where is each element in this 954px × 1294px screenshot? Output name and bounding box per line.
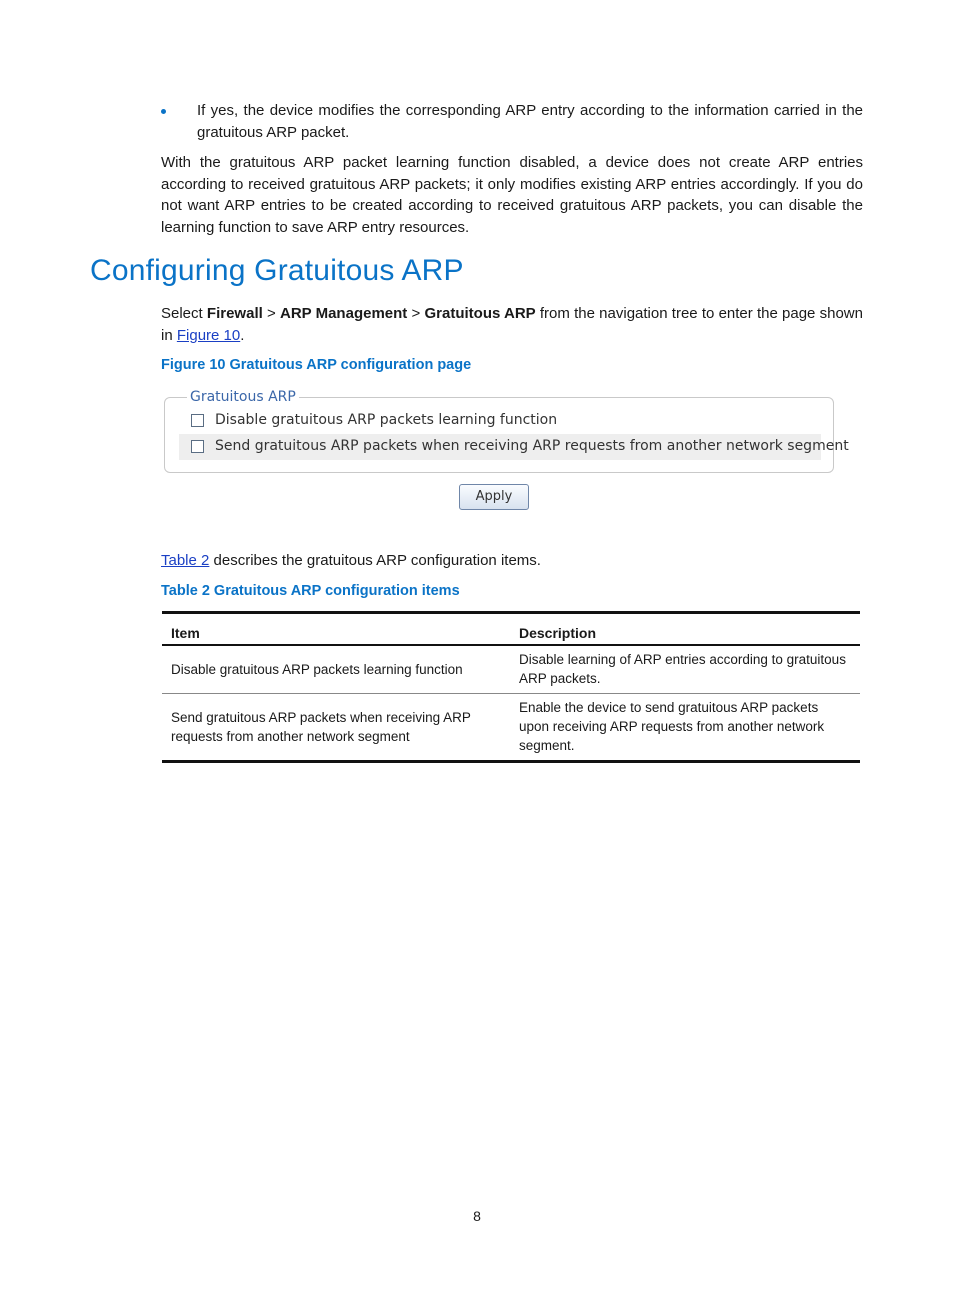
nav-separator: > xyxy=(267,305,276,322)
table-caption: Table 2 Gratuitous ARP configuration items xyxy=(161,583,460,599)
page-number: 8 xyxy=(473,1208,481,1224)
paragraph-table-ref xyxy=(161,550,541,572)
paragraph-navigation xyxy=(161,303,863,346)
select-word: Select xyxy=(161,305,203,322)
option-disable-learning[interactable] xyxy=(179,408,821,434)
table-header-row xyxy=(162,613,860,646)
table-2-link[interactable]: Table 2 xyxy=(161,552,210,569)
disable-learning-label: Disable gratuitous ARP packets learning function xyxy=(215,412,558,428)
apply-button[interactable]: Apply xyxy=(459,484,529,510)
period: . xyxy=(240,326,245,344)
table-cell-item: Send gratuitous ARP packets when receiving ARP requests from another network segment xyxy=(171,709,471,744)
send-gratuitous-checkbox[interactable] xyxy=(191,440,204,453)
nav-arp-management: ARP Management xyxy=(279,305,408,322)
navigation-rest: from the navigation tree to enter the page shown in xyxy=(161,305,863,344)
table-cell-description: Disable learning of ARP entries according to gratuitous ARP packets. xyxy=(519,652,846,687)
table-ref-rest: describes the gratuitous ARP configuration items. xyxy=(213,552,541,569)
figure-caption: Figure 10 Gratuitous ARP configuration page xyxy=(161,357,472,373)
table-cell-item: Disable gratuitous ARP packets learning function xyxy=(171,661,463,677)
fieldset-legend: Gratuitous ARP xyxy=(187,389,299,405)
config-items-table xyxy=(162,611,860,763)
paragraph-learning: With the gratuitous ARP packet learning function disabled, a device does not create ARP entries according to received gratuitous ARP packets; it only modifies existing ARP entries accordingly. If you do not want ARP entries to be created according to received gratuitous ARP packets, you can disable the learning function to save ARP entry resources. xyxy=(161,154,863,236)
bullet-item xyxy=(161,100,863,143)
figure-10-link[interactable]: Figure 10 xyxy=(176,326,241,344)
table-row xyxy=(162,645,860,693)
disable-learning-checkbox[interactable] xyxy=(191,414,204,427)
send-gratuitous-label: Send gratuitous ARP packets when receiving ARP requests from another network segment xyxy=(215,438,849,454)
section-heading: Configuring Gratuitous ARP xyxy=(90,254,464,287)
option-send-gratuitous[interactable] xyxy=(179,434,849,460)
nav-separator: > xyxy=(411,305,421,322)
nav-firewall: Firewall xyxy=(206,305,263,322)
header-description: Description xyxy=(519,625,597,641)
bullet-dot-icon xyxy=(161,109,166,114)
table-row xyxy=(162,693,860,761)
bullet-text: If yes, the device modifies the corresponding ARP entry according to the information carried in the gratuitous ARP packet. xyxy=(197,102,863,141)
table-cell-description: Enable the device to send gratuitous ARP packets upon receiving ARP requests from another network segment. xyxy=(519,700,825,753)
nav-gratuitous-arp: Gratuitous ARP xyxy=(424,305,536,322)
header-item: Item xyxy=(171,625,200,641)
